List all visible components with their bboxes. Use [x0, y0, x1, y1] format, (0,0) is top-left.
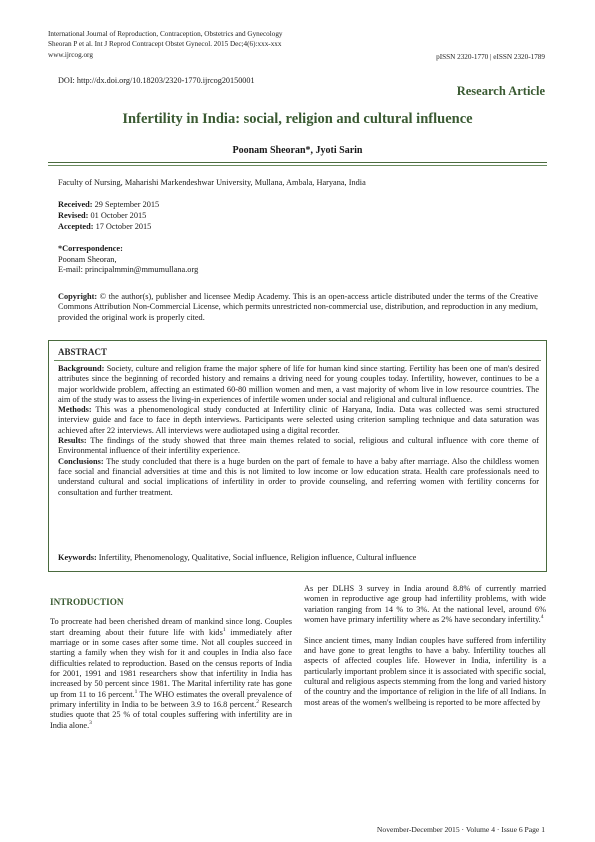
intro-paragraph-1: To procreate had been cherished dream of mankind since long. Couples start dreaming about their future life with kids$^1$ immediately after marriage or in some cases after some time. Not all couples succeed in starting a family when they wish for it and couples in India also face difficulties related to reproduction. Based on the census reports of India for 2001, 1991 and 1981 researchers show that infertility in India has increased by 50 percent since 1981. The Marital infertility rate has gone up from 11 to 16 percent.$^1$ The WHO estimates the overall prevalence of primary infertility in India to be between 3.9 to 16.8 percent.$^2$ Research studies quote that 25 % of total couples suffering with infertility are in India alone.$^3$ [50, 617, 292, 730]
intro-paragraph-2: As per DLHS 3 survey in India around 8.8% of currently married women in reproductive age group had infertility problems, with wide variation ranging from 14 % to 3%. At the national level, around 6% women have primary infertility where as 2% have secondary infertility.$^4$ [304, 584, 546, 625]
abstract-results: Results: The findings of the study showed that three main themes related to social, religious and cultural influence with core theme of Environmental influence of their infertility experience. [58, 436, 539, 456]
accepted-date: Accepted: 17 October 2015 [58, 222, 152, 231]
page-footer: November-December 2015 · Volume 4 · Issue 6 Page 1 [376, 825, 545, 834]
abstract-methods: Methods: This was a phenomenological study conducted at Infertility clinic of Haryana, India. Data was collected was semi structured interview guide and face to face in depth interviews. Participants were selected using criterion sampling technique and data saturation was achieved after 22 interviews. All interviews were audiotaped using a digital recorder. [58, 405, 539, 435]
article-type: Research Article [456, 84, 545, 98]
article-title: Infertility in India: social, religion and cultural influence [122, 111, 473, 127]
correspondence [58, 244, 198, 276]
revised-date: Revised: 01 October 2015 [58, 211, 147, 220]
abstract-heading: ABSTRACT [58, 347, 108, 357]
affiliation: Faculty of Nursing, Maharishi Markendeshwar University, Mullana, Ambala, Haryana, India [58, 178, 366, 187]
introduction-heading: INTRODUCTION [50, 597, 124, 607]
journal-citation: Sheoran P et al. Int J Reprod Contracept Obstet Gynecol. 2015 Dec;4(6):xxx-xxx [48, 40, 282, 48]
intro-paragraph-3: Since ancient times, many Indian couples have suffered from infertility and have gone to great lengths to have a baby. Infertility touches all aspects of affected couples life. However in India, infertility is a particularly important problem since it is associated with specific social, cultural and religious aspects stemming from the long and varied history of the country and the importance of religion in the life of all Indians. In most areas of the women's wellbeing is reported to be more affected by [304, 635, 546, 707]
received-date: Received: 29 September 2015 [58, 200, 160, 209]
title-divider [48, 162, 547, 163]
journal-name: International Journal of Reproduction, Contraception, Obstetrics and Gynecology [48, 30, 283, 38]
journal-website[interactable]: www.ijrcog.org [48, 51, 93, 59]
column-left [50, 597, 292, 741]
correspondence-label: *Correspondence: [58, 244, 123, 253]
abstract-background: Background: Society, culture and religion frame the major sphere of life for human kind since starting. Fertility has been one of man's desired attributes since the beginning of recorded history and remains a driving need for young couples today. Infertility, however, continues to be a major worldwide problem, affecting an estimated 60-80 million women and men, a vast majority of whom live in low resource countries. The aim of the study was to assess the living-in experiences of infertile women under social and religional and cultural influence. [58, 364, 539, 404]
abstract-divider [54, 360, 541, 361]
issn: pISSN 2320-1770 | eISSN 2320-1789 [436, 53, 545, 61]
doi-link[interactable]: DOI: http://dx.doi.org/10.18203/2320-1770.ijrcog20150001 [58, 76, 255, 85]
article-dates [58, 199, 159, 232]
title-divider-thin [48, 165, 547, 166]
correspondence-name: Poonam Sheoran, [58, 254, 117, 264]
abstract-text [58, 364, 539, 498]
copyright-notice: Copyright: © the author(s), publisher and licensee Medip Academy. This is an open-access article distributed under the terms of the Creative Commons Attribution Non-Commercial License, which permits unrestricted non-commercial use, distribution, and reproduction in any medium, provided the original work is properly cited. [58, 292, 538, 322]
correspondence-email[interactable]: E-mail: principalmmin@mmumullana.org [58, 265, 199, 275]
keywords: Keywords: Infertility, Phenomenology, Qualitative, Social influence, Religion influence, Cultural influence [58, 553, 417, 562]
authors: Poonam Sheoran*, Jyoti Sarin [232, 145, 363, 156]
abstract-conclusions: Conclusions: The study concluded that there is a huge burden on the part of female to have a baby after marriage. Also the childless women face social and financial adversities at time and this is not limited to low income or low education strata. Health care professionals need to understand cultural and social implications of infertility in order to provide counseling, and referring women with fertility concerns for consultation and further treatment. [58, 456, 539, 497]
column-right [304, 584, 546, 718]
